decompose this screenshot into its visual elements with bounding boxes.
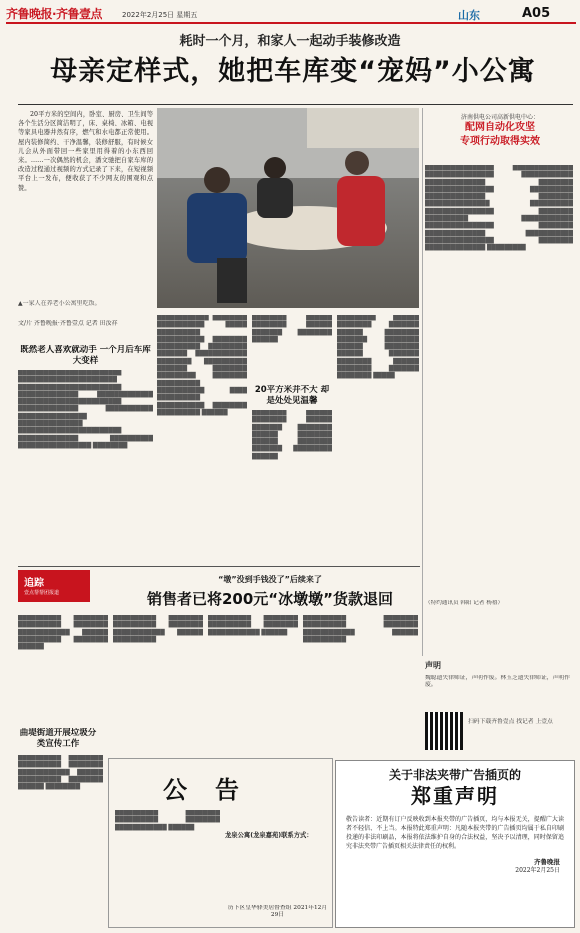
issue-date: 2022年2月25日 星期五	[122, 11, 198, 19]
body-placeholder-lines: ████████████████████████ ███████████████████████ ████████████████████████ ██████████████ █████████████ ████████████████████████ ██████████████ ███████████ ████████████████ ███████████████ ████████████████████████ ██████████████ ██████████ █████████████████ ████████	[18, 370, 153, 449]
notice-body: ██████████ ████████ ██████████ ████████ ████████████ ██████	[115, 810, 220, 831]
sidebar-title-2: 专项行动取得实效	[460, 136, 540, 147]
third-body: ██████████ ████████ ██████████ ████████ ████████████ ██████ ██████████ ████████ ██████ ████████	[18, 755, 103, 791]
sidebar-body: ████████████████ ██████████████ ████████████████ ████████████ ██████████████ ████████ ████████████████ ██████████ ██████████████ ████████ ███████████████ ██████████ ████████████████ ████████ ██████████ ████████████ ████████████████ ████████ ██████████████ ███████████ ████████████████ ████████ ██████████████ █████████	[425, 165, 573, 252]
masthead-logo: 齐鲁晚报·齐鲁壹点	[6, 7, 103, 21]
tracking-stamp: 追踪 壹点帮帮团报道	[18, 570, 90, 602]
declaration-title-1: 关于非法夹带广告插页的	[388, 768, 521, 782]
subhead-2: 20平方米并不大 却是处处见温馨	[254, 385, 330, 406]
qr-caption: 扫码下载齐鲁壹点 找记者 上壹点	[468, 719, 553, 725]
article-column-1	[18, 370, 153, 560]
sidebar-heading	[425, 112, 575, 149]
qr-code[interactable]	[425, 712, 463, 750]
headline-rule	[18, 104, 573, 105]
statement-body: 魏聪遗失律师证，声明作废。林玉芝遗失律师证，声明作废。	[425, 675, 570, 689]
third-headline: 曲堤街道开展垃圾分类宣传工作	[19, 728, 97, 749]
intro-text: 20平方米的空间内，卧室、厨房、卫生间等各个生活分区简洁明了，床、桌椅、冰箱、电视等家具电器井然有序，燃气和水电都正常使用。屋内装修简约、干净温馨，装修舒服，有时候女儿会从外面带回一些家里用得着的小东西回来。……一次偶然的机会，潘文驰把自家车库的改造过程通过视频的方式记录了下来，在短视频平台上一发布，便收获了不少网友的围观和点赞。	[18, 111, 153, 192]
second-headline: 销售者已将200元“冰墩墩”货款退回	[146, 590, 394, 608]
section-rule-1	[18, 566, 420, 567]
photo-caption: ▲一家人在养老小公寓里吃饭。	[18, 300, 101, 307]
section-name: 山东	[458, 9, 480, 22]
sidebar-org: 济南供电公司高新供电中心：	[460, 114, 539, 121]
article-column-4: █████████ ██████ ████████ ███████ ██████ ████████ ███████ ████████ ██████ ████████ ██████ ███████ ████████ ██████ ████████ ███████ ████████ █████	[337, 315, 419, 380]
sidebar-credit: （特约通讯员 韩阳 记者 杨禧）	[425, 600, 504, 606]
declaration-date: 2022年2月25日	[515, 867, 560, 874]
second-body-4: ██████████ ████████ ██████████ ████████ ████████████ ██████ ██████████	[303, 615, 418, 643]
header-rule	[6, 22, 576, 24]
byline: 文/片 齐鲁晚报·齐鲁壹点 记者 田汝祥	[18, 320, 118, 327]
declaration-body: 敬告读者：近期有订户反映收到本报夹带的广告插页，均与本报无关，提醒广大读者不轻信、不上当。本报特此郑重声明：凡随本报夹带的广告插页均属于私自印刷投递的非法印刷品，本报将依法维护自身的合法权益，坚决予以清理，同时保留追究非法夹带广告插页相关法律责任的权利。	[346, 816, 564, 850]
article-column-3b: ████████ ██████ ████████ ██████ ███████ ████████ ██████ ████████ ██████ ████████ ███████ █████████ ██████	[252, 410, 332, 460]
main-kicker: 耗时一个月，和家人一起动手装修改造	[179, 34, 401, 49]
second-body-1: ██████████ ████████ ██████████ ████████ ████████████ ██████ ██████████ ████████ ██████	[18, 615, 108, 651]
statement-title: 声明	[425, 661, 441, 670]
second-body-2: ██████████ ████████ ██████████ ████████ ████████████ ██████ ██████████	[113, 615, 203, 643]
declaration-sign: 齐鲁晚报	[534, 858, 560, 866]
subhead-1: 既然老人喜欢就动手 一个月后车库大变样	[20, 345, 151, 366]
second-body-3: ██████████ ████████ ██████████ ████████ ████████████ ██████	[208, 615, 298, 636]
family-dinner-photo	[157, 108, 419, 308]
declaration-box	[335, 760, 575, 928]
second-kicker: “墩”没到手钱没了”后续来了	[218, 575, 322, 584]
triangle-icon: ▲	[18, 300, 23, 307]
sidebar-divider	[422, 108, 423, 656]
notice-contact: 龙泉公寓(龙泉嘉苑)联系方式：	[225, 832, 313, 839]
page-number: A05	[522, 6, 551, 21]
notice-title: 公告	[163, 776, 267, 804]
sidebar-title-1: 配网自动化攻坚	[465, 122, 535, 133]
article-column-2: ████████████ ████████ ███████████ █████ ██████████ ███████████ ████████ ██████████ █████████ ███████ ████████████ ████████ ██████████ ███████ ████████ █████████ ████████ ██████████ ███████████ ████ ██████████ ███████████ ████████ ██████████ ██████	[157, 315, 247, 416]
article-column-3a: ████████ ██████ ████████ ██████ ███████ ████████ ██████	[252, 315, 332, 343]
declaration-title-2: 郑重声明	[411, 784, 499, 808]
main-headline: 母亲定样式，她把车库变“宠妈”小公寓	[50, 56, 536, 87]
notice-date: 历下区皇华驿美居督查组 2021年12月29日	[227, 905, 328, 919]
